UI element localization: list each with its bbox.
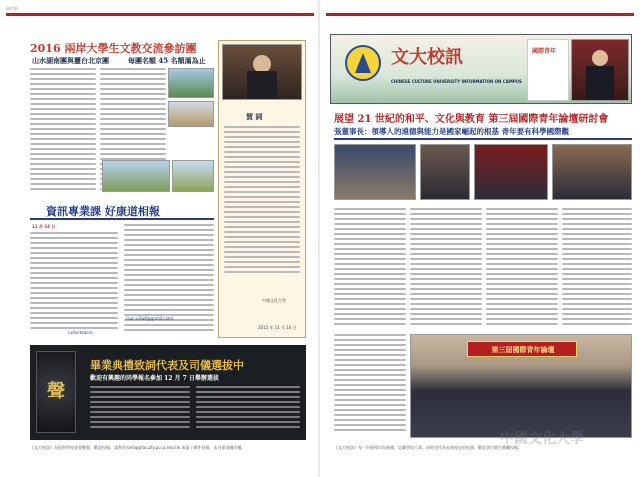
graduation-subtitle: 歡迎有興趣的同學報名參加 12 月 7 日舉辦選拔 [90,375,219,382]
masthead-title: 文大校訊 [391,47,463,68]
photo-chairman [571,39,629,101]
voice-logo [36,351,76,433]
masthead-badge [527,39,569,101]
info-contact: (sun.u2w6@gmail.com) [126,316,174,321]
forum-banner [467,341,577,357]
voice-logo-glyph: 聲 [47,381,65,402]
right-footer: 《文大校訊》每一份報導均為新聞，記載學校大事，同時也作為未來校史的紀錄，歡迎各位師生踴躍投稿。 [334,445,522,450]
right-text-col4 [562,208,632,330]
top-rule-right [326,13,634,16]
photo-speaker [222,44,302,100]
photo-forum-speaker-3 [552,144,632,200]
photo-forum-audience [334,144,416,200]
info-rule [30,218,214,220]
info-date: 11 月 24 日 [32,224,56,229]
headline-rule [334,138,632,140]
sub-title-b: 每團名額 45 名額滿為止 [128,56,206,65]
left-footer: 《文大校訊》為提供學校重要動態，歡迎投稿，請利用 bnhq@faculty.pccu.edu.tw 或電子郵件投稿，本刊保留刪改權。 [30,445,246,450]
photo-group [410,334,632,438]
article-text-col1 [30,68,96,193]
greeting-title: 賀 詞 [246,112,263,121]
greeting-footer: 中國文化大學 [262,298,286,303]
main-title: 2016 兩岸大學生文教交流參訪團 [30,42,197,55]
photo-landscape-2 [102,160,170,192]
university-emblem-icon [345,45,381,81]
photo-landscape-1 [168,68,214,98]
corner-label: 兩岸新 [6,6,18,11]
right-text-col3 [486,208,558,330]
info-text-col1 [30,232,118,332]
photo-forum-speaker-2 [474,144,548,200]
graduation-title: 畢業典禮致詞代表及司儀選拔中 [90,359,244,372]
forum-banner-text: 第三屆國際青年論壇 [491,346,555,354]
greeting-date: 2015 年 11 月 16 日 [258,325,297,330]
headline: 展望 21 世紀的和平、文化與教育 第三屆國際青年論壇研討會 [334,114,609,125]
top-rule [6,13,314,16]
photo-landscape-3 [172,160,214,192]
greeting-text [224,126,300,276]
masthead-badge-text: 國際青年 [532,48,557,55]
watermark: 中國文化大學 [500,431,584,447]
right-text-col1 [334,208,406,330]
photo-temple [168,101,214,127]
masthead [330,34,632,104]
graduation-text-col1 [90,386,190,434]
info-title: 資訊專業課 好康道相報 [46,205,160,218]
graduation-text-col2 [196,386,300,434]
right-text-col2 [410,208,482,330]
sub-title-a: 山水湖南團與靈台北京團 [32,56,109,65]
masthead-english: CHINESE CULTURE UNIVERSITY INFORMATION ON CAMPUS [391,79,522,84]
subheadline: 張董事長：領導人的遠德與能力是國家崛起的根基 青年要有科學國際觀 [334,127,570,136]
right-lower-text [334,334,406,438]
photo-forum-speaker-1 [420,144,470,200]
info-site: (u/hcrteace) [68,330,93,335]
